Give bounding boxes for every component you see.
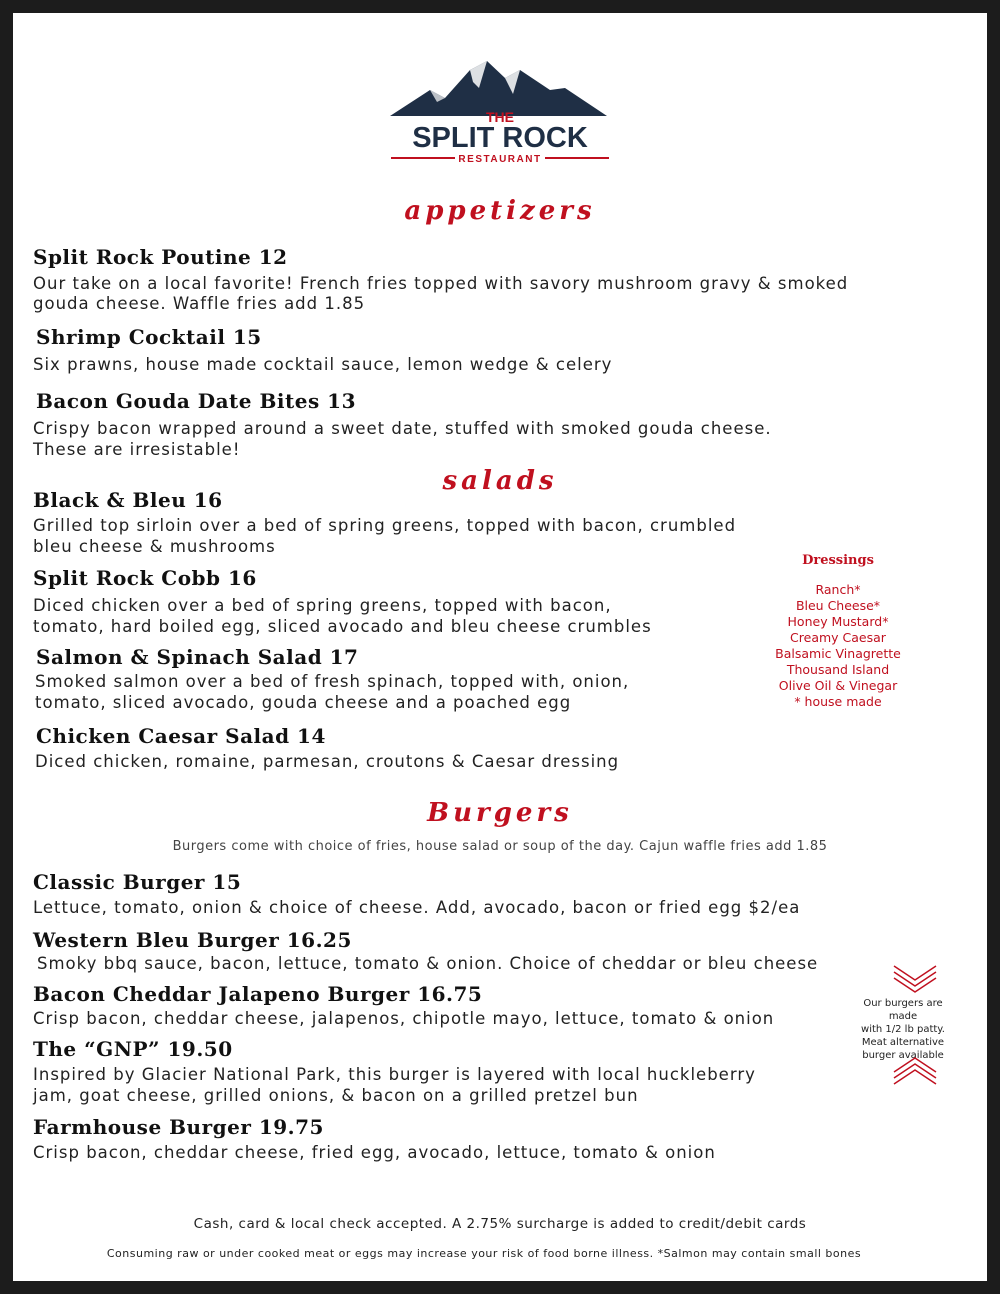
dressing-item: Olive Oil & Vinegar xyxy=(778,678,898,693)
menu-item-desc: tomato, sliced avocado, gouda cheese and a poached egg xyxy=(35,693,572,712)
menu-item-desc: Inspired by Glacier National Park, this burger is layered with local huckleberry xyxy=(33,1065,756,1084)
dressing-item: Honey Mustard* xyxy=(787,614,889,629)
logo-sub: RESTAURANT xyxy=(458,154,542,165)
section-heading-appetizers: appetizers xyxy=(404,196,596,226)
menu-item-title: Farmhouse Burger 19.75 xyxy=(33,1115,324,1139)
dressing-item: * house made xyxy=(794,694,882,709)
chevron-down-icon xyxy=(890,962,940,994)
menu-item-title: Chicken Caesar Salad 14 xyxy=(36,724,326,748)
payment-note: Cash, card & local check accepted. A 2.75% surcharge is added to credit/debit cards xyxy=(193,1216,807,1232)
menu-item-title: Bacon Gouda Date Bites 13 xyxy=(36,389,356,413)
burgers-note: Burgers come with choice of fries, house salad or soup of the day. Cajun waffle fries add 1.85 xyxy=(172,839,828,854)
menu-item-title: Shrimp Cocktail 15 xyxy=(36,325,262,349)
patty-note-line: burger available xyxy=(862,1050,944,1061)
dressing-item: Thousand Island xyxy=(786,662,890,677)
menu-item-desc: Crispy bacon wrapped around a sweet date, stuffed with smoked gouda cheese. xyxy=(33,419,772,438)
dressings-list xyxy=(752,553,924,710)
menu-item-title: Classic Burger 15 xyxy=(33,870,242,894)
menu-item-desc: Our take on a local favorite! French fries topped with savory mushroom gravy & smoked xyxy=(33,274,849,293)
patty-note-line: Our burgers are made xyxy=(863,998,943,1022)
restaurant-logo xyxy=(375,48,625,168)
dressing-item: Creamy Caesar xyxy=(790,630,886,645)
menu-item-desc: Lettuce, tomato, onion & choice of cheese. Add, avocado, bacon or fried egg $2/ea xyxy=(33,898,801,917)
menu-item-desc: Smoky bbq sauce, bacon, lettuce, tomato & onion. Choice of cheddar or bleu cheese xyxy=(37,954,819,973)
dressing-item: Bleu Cheese* xyxy=(795,598,881,613)
patty-note xyxy=(848,997,958,1062)
menu-item-desc: gouda cheese. Waffle fries add 1.85 xyxy=(33,294,366,313)
menu-item-desc: Crisp bacon, cheddar cheese, jalapenos, chipotle mayo, lettuce, tomato & onion xyxy=(33,1009,775,1028)
patty-note-line: Meat alternative xyxy=(861,1037,945,1048)
menu-item-title: The “GNP” 19.50 xyxy=(33,1037,233,1061)
logo-name: SPLIT ROCK xyxy=(412,122,588,154)
menu-item-desc: Grilled top sirloin over a bed of spring greens, topped with bacon, crumbled xyxy=(33,516,737,535)
patty-note-line: with 1/2 lb patty. xyxy=(861,1024,945,1035)
menu-item-title: Split Rock Cobb 16 xyxy=(33,566,257,590)
menu-item-desc: Crisp bacon, cheddar cheese, fried egg, avocado, lettuce, tomato & onion xyxy=(33,1143,716,1162)
menu-item-title: Split Rock Poutine 12 xyxy=(33,245,288,269)
menu-item-desc: These are irresistable! xyxy=(33,440,241,459)
menu-item-desc: jam, goat cheese, grilled onions, & bacon on a grilled pretzel bun xyxy=(33,1086,639,1105)
menu-item-title: Bacon Cheddar Jalapeno Burger 16.75 xyxy=(33,982,483,1006)
dressings-heading: Dressings xyxy=(802,553,874,568)
menu-item-desc: Six prawns, house made cocktail sauce, lemon wedge & celery xyxy=(33,355,613,374)
menu-item-desc: Smoked salmon over a bed of fresh spinach, topped with, onion, xyxy=(35,672,630,691)
logo-the: THE xyxy=(486,109,514,125)
menu-item-desc: Diced chicken over a bed of spring greens, topped with bacon, xyxy=(33,596,612,615)
dressing-item: Ranch* xyxy=(815,582,861,597)
food-safety-warning: Consuming raw or under cooked meat or eggs may increase your risk of food borne illness. *Salmon may contain small bones xyxy=(106,1247,862,1260)
menu-item-title: Salmon & Spinach Salad 17 xyxy=(36,645,359,669)
section-heading-salads: salads xyxy=(442,466,558,496)
menu-item-desc: tomato, hard boiled egg, sliced avocado and bleu cheese crumbles xyxy=(33,617,652,636)
chevron-up-icon xyxy=(890,1056,940,1088)
section-heading-burgers: Burgers xyxy=(427,798,573,828)
menu-item-desc: Diced chicken, romaine, parmesan, croutons & Caesar dressing xyxy=(35,752,620,771)
dressing-item: Balsamic Vinagrette xyxy=(775,646,901,661)
menu-item-desc: bleu cheese & mushrooms xyxy=(33,537,276,556)
menu-item-title: Western Bleu Burger 16.25 xyxy=(33,928,352,952)
menu-item-title: Black & Bleu 16 xyxy=(33,488,223,512)
